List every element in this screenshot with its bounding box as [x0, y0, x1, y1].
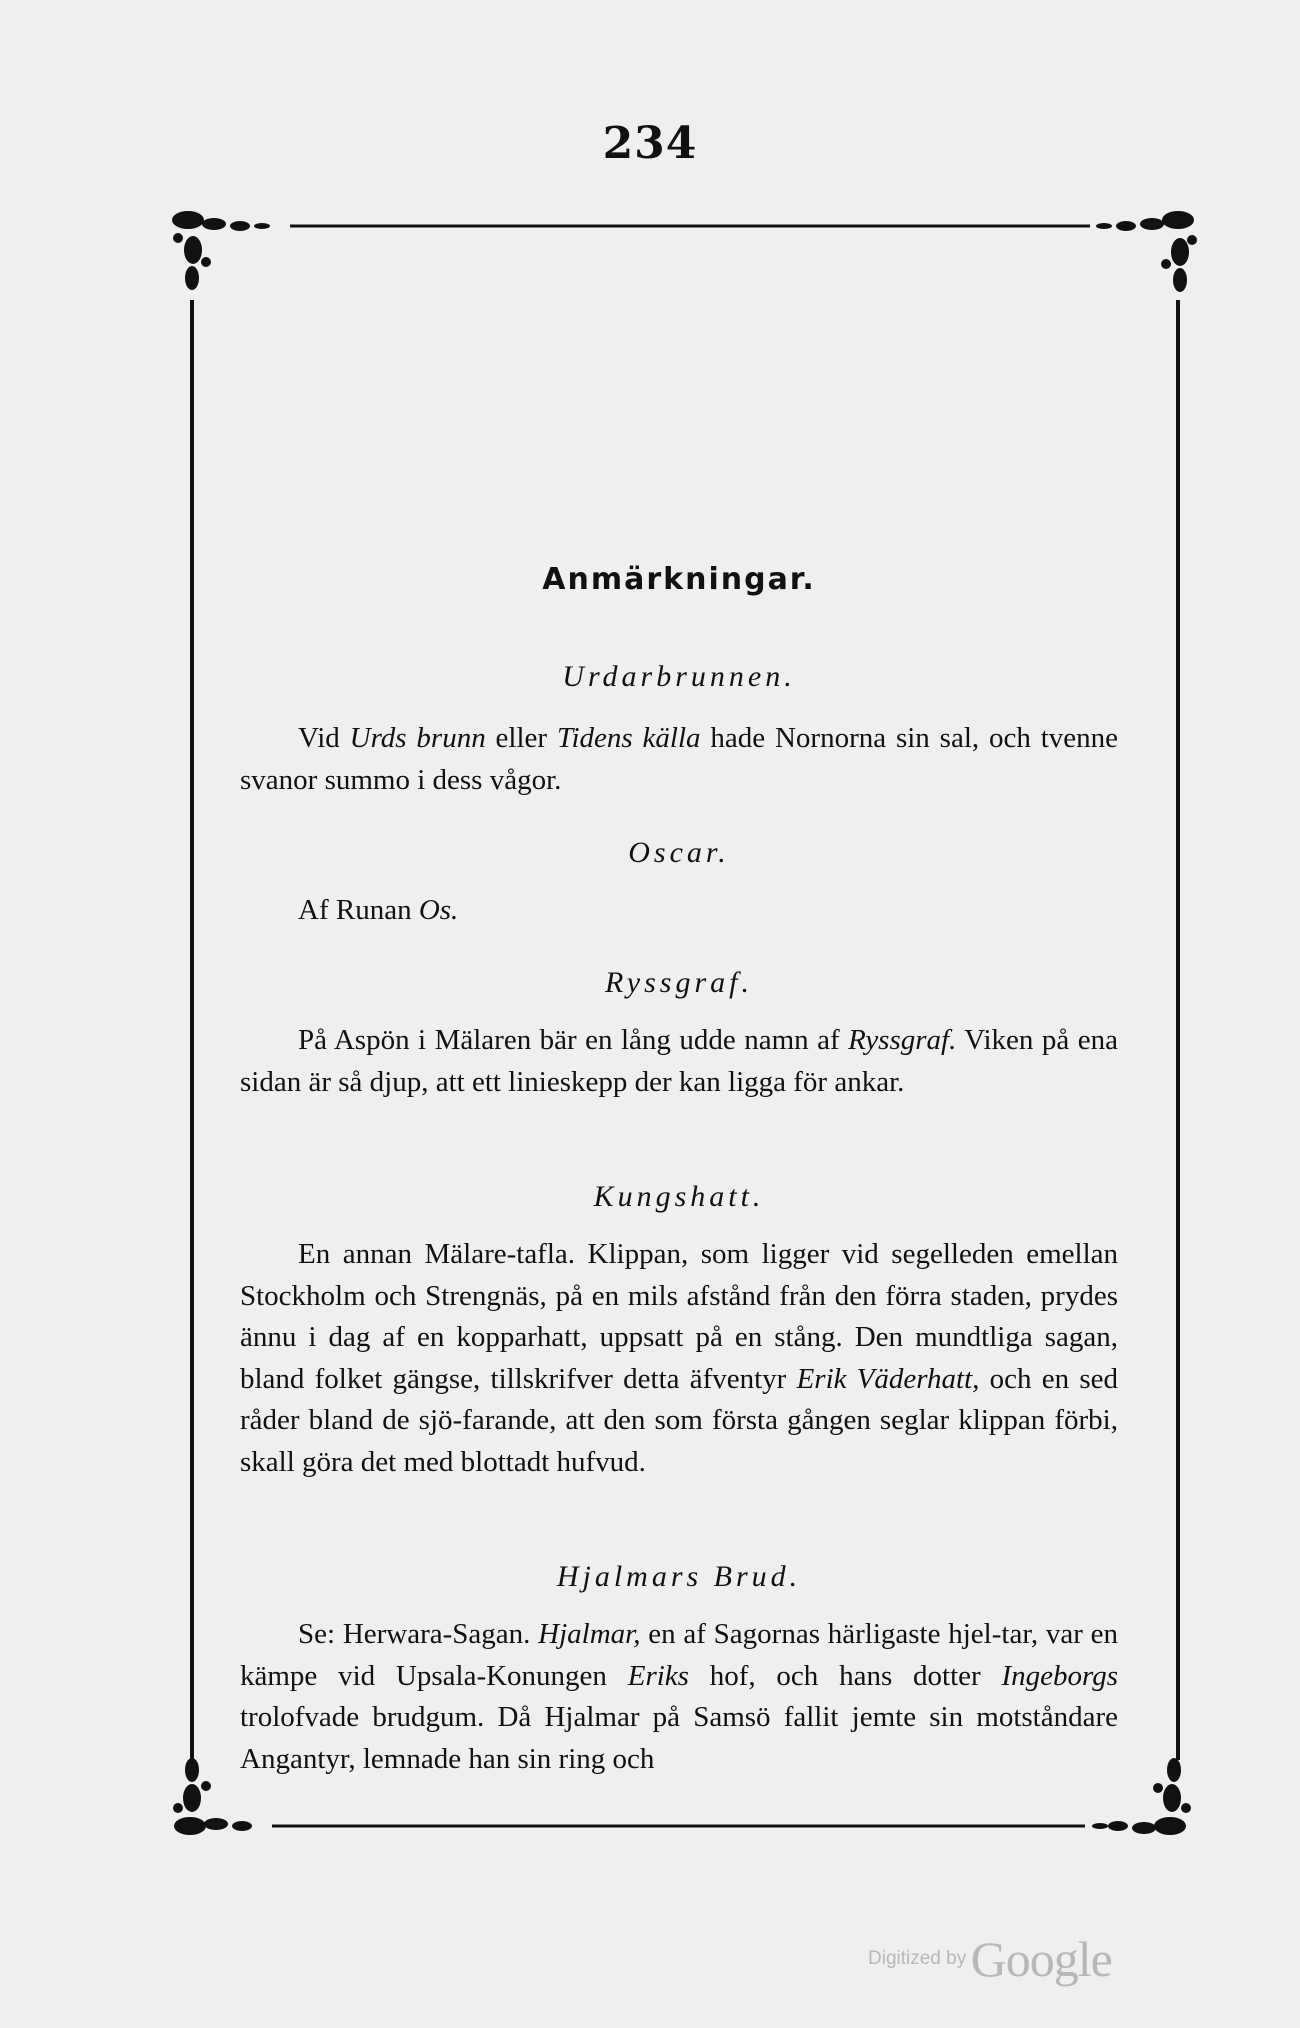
google-watermark	[868, 1930, 1112, 1988]
italic-run: Urds brunn	[349, 722, 486, 754]
italic-run: Ingeborgs	[1001, 1659, 1118, 1692]
corner-ornament-top-left	[172, 211, 270, 290]
section-title-hjalmars-brud: Hjalmars Brud.	[556, 1560, 802, 1593]
section-title-oscar: Oscar.	[628, 836, 730, 869]
text-run: trolofvade brudgum. Då Hjalmar på Samsö fallit jemte sin motståndare Angantyr, lemnade han sin ring och	[240, 1701, 1118, 1775]
corner-ornament-top-right	[1096, 211, 1197, 292]
text-run: hof, och hans dotter	[688, 1659, 1002, 1692]
section-title-kungshatt: Kungshatt.	[593, 1180, 765, 1213]
text-run: en af Sagornas härligaste hjel-tar, var en kämpe vid Upsala-Konungen	[240, 1618, 1118, 1692]
page-number: 234	[602, 118, 698, 169]
italic-run: Tidens källa	[556, 722, 701, 754]
text-run: En annan Mälare-tafla. Klippan, som ligger vid segelleden emellan Stockholm och Strengnäs, på en mils afstånd från den förra staden, prydes ännu i dag af en kopparhatt, uppsatt på en stång. Den mundtliga sagan, bland folket gängse, tillskrifver detta äfventyr	[240, 1238, 1118, 1395]
italic-run: Erik Väderhatt,	[796, 1362, 980, 1395]
section-title-ryssgraf: Ryssgraf.	[605, 966, 753, 999]
text-run: Vid	[298, 722, 350, 754]
section-title-urdarbrunnen: Urdarbrunnen.	[562, 660, 796, 693]
section-text-hjalmars-brud	[240, 1614, 1118, 1780]
italic-run: Hjalmar,	[538, 1618, 641, 1650]
google-logo: Google	[970, 1931, 1112, 1987]
text-run: Af Runan	[298, 894, 419, 926]
text-run: hade Nornorna sin sal, och tvenne svanor summo i dess vågor.	[240, 722, 1119, 796]
section-text-ryssgraf	[240, 1020, 1118, 1103]
italic-run: Eriks	[627, 1659, 689, 1692]
section-text-kungshatt	[240, 1234, 1118, 1483]
italic-run: Os.	[418, 894, 459, 926]
section-text-oscar	[240, 890, 1118, 932]
text-run: På Aspön i Mälaren bär en lång udde namn af	[298, 1024, 849, 1056]
text-run: Viken på ena sidan är så djup, att ett linieskepp der kan ligga för ankar.	[240, 1024, 1118, 1098]
text-run: Se: Herwara-Sagan.	[298, 1618, 539, 1650]
italic-run: Ryssgraf.	[848, 1024, 957, 1056]
main-heading: Anmärkningar.	[542, 562, 816, 597]
section-text-urdarbrunnen	[240, 718, 1118, 801]
text-run: eller	[485, 722, 557, 754]
watermark-prefix: Digitized by	[868, 1948, 967, 1969]
text-run: och en sed råder bland de sjö-farande, att den som första gången seglar klippan förbi, skall göra det med blottadt hufvud.	[240, 1362, 1118, 1478]
